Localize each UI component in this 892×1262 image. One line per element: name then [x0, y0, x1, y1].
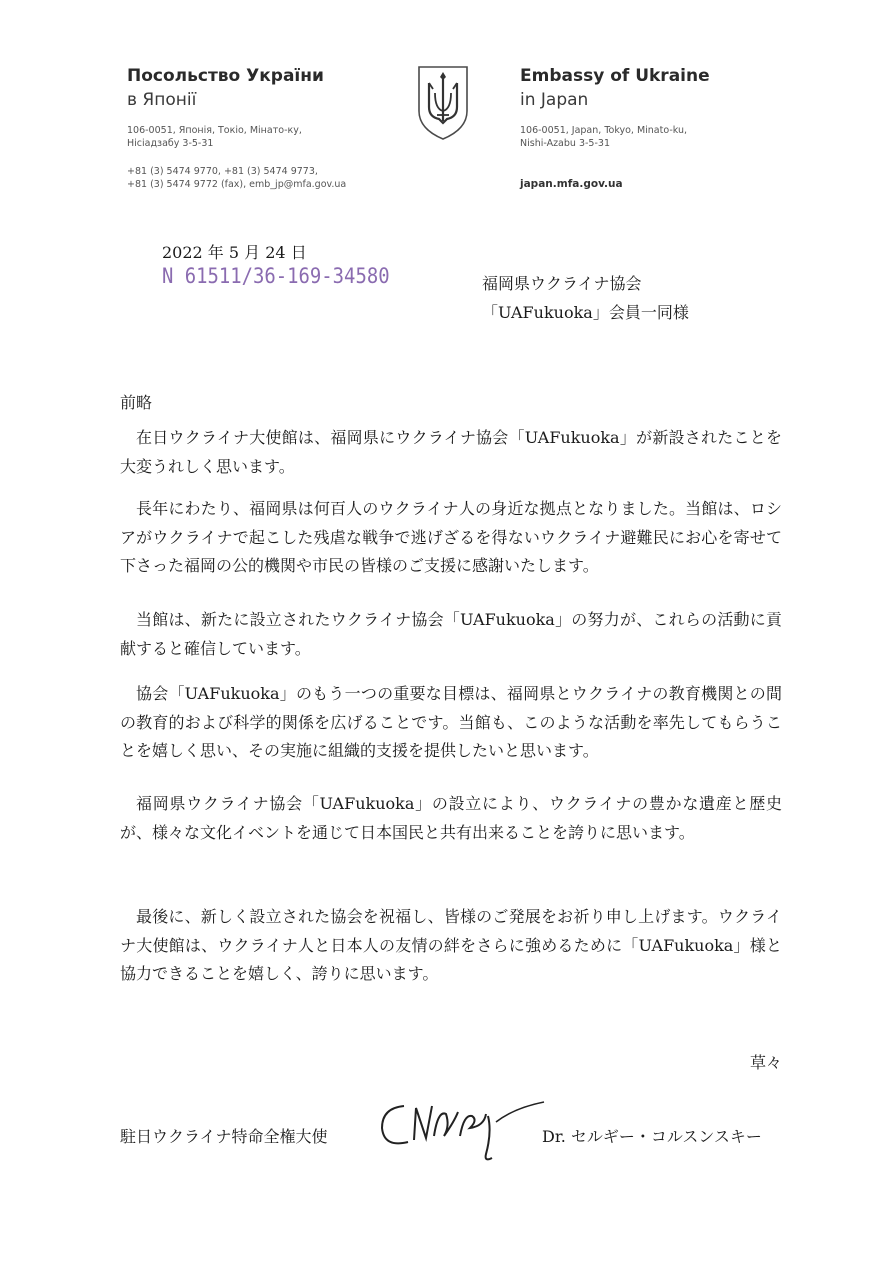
address-line-english-2: Nishi-Azabu 3-5-31: [520, 138, 610, 149]
signer-title: 駐日ウクライナ特命全権大使: [120, 1127, 328, 1146]
address-line-english-1: 106-0051, Japan, Tokyo, Minato-ku,: [520, 125, 688, 136]
letter-date: 2022 年 5 月 24 日: [162, 243, 307, 262]
address-line-ukrainian-1: 106-0051, Японія, Токіо, Мінато-ку,: [127, 125, 302, 136]
salutation: 前略: [120, 393, 153, 412]
body-paragraph-3: 当館は、新たに設立されたウクライナ協会「UAFukuoka」の努力が、これらの活動に貢献すると確信しています。: [120, 610, 782, 658]
ukraine-trident-icon: [413, 63, 473, 143]
registration-number: N 61511/36-169-34580: [162, 264, 390, 288]
address-line-ukrainian-2: Нісіадзабу 3-5-31: [127, 138, 214, 149]
addressee-line-2: 「UAFukuoka」会員一同様: [482, 303, 689, 322]
body-paragraph-6: 最後に、新しく設立された協会を祝福し、皆様のご発展をお祈り申し上げます。ウクライナ大使館は、ウクライナ人と日本人の友情の絆をさらに強めるために「UAFukuoka」様と協力できることを嬉しく、誇りに思います。: [120, 907, 782, 983]
signer-name: Dr. セルギー・コルスンスキー: [542, 1127, 762, 1146]
embassy-name-english: Embassy of Ukraine: [520, 66, 710, 86]
closing: 草々: [750, 1053, 783, 1072]
embassy-name-ukrainian: Посольство України: [127, 66, 324, 86]
body-paragraph-5: 福岡県ウクライナ協会「UAFukuoka」の設立により、ウクライナの豊かな遺産と歴史が、様々な文化イベントを通じて日本国民と共有出来ることを誇りに思います。: [120, 794, 782, 842]
addressee-line-1: 福岡県ウクライナ協会: [482, 274, 642, 293]
website-link[interactable]: japan.mfa.gov.ua: [520, 178, 623, 190]
embassy-location-ukrainian: в Японії: [127, 90, 197, 110]
body-paragraph-2: 長年にわたり、福岡県は何百人のウクライナ人の身近な拠点となりました。当館は、ロシアがウクライナで起こした残虐な戦争で逃げざるを得ないウクライナ避難民にお心を寄せて下さった福岡の公的機関や市民の皆様のご支援に感謝いたします。: [120, 499, 782, 575]
phone-line-2: +81 (3) 5474 9772 (fax), emb_jp@mfa.gov.ua: [127, 179, 347, 190]
body-paragraph-4: 協会「UAFukuoka」のもう一つの重要な目標は、福岡県とウクライナの教育機関との間の教育的および科学的関係を広げることです。当館も、このような活動を率先してもらうことを嬉しく思い、その実施に組織的支援を提供したいと思います。: [120, 684, 782, 760]
body-paragraph-1: 在日ウクライナ大使館は、福岡県にウクライナ協会「UAFukuoka」が新設されたことを大変うれしく思います。: [120, 428, 782, 476]
embassy-location-english: in Japan: [520, 90, 589, 110]
handwritten-signature: [374, 1092, 554, 1164]
phone-line-1: +81 (3) 5474 9770, +81 (3) 5474 9773,: [127, 166, 318, 177]
